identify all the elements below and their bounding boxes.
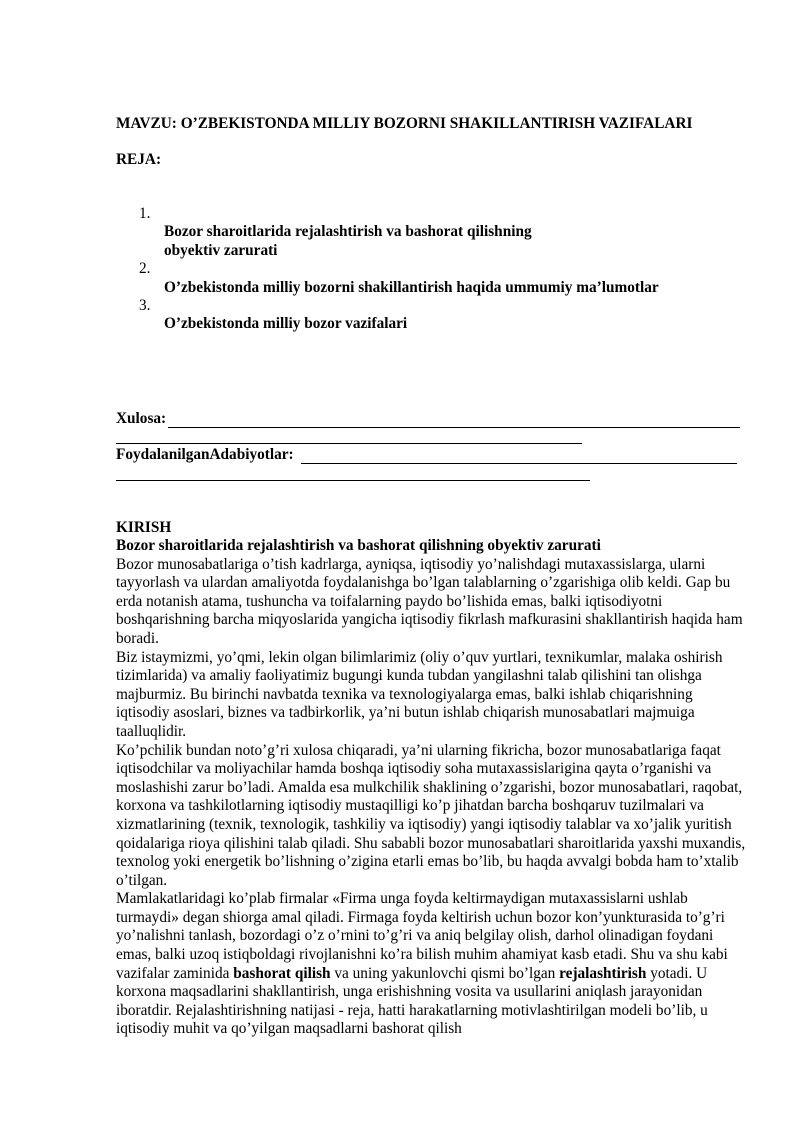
references-underline-2 — [116, 466, 590, 481]
paragraph-1: Bozor munosabatlariga o’tish kadrlarga, ayniqsa, iqtisodiy yo’nalishdagi mutaxassislarga, ularni tayyorlash va ulardan amaliyotda foydalanishga bo’lgan talablarning o’zgarishiga olib keldi. Gap bu erda notanish atama, tushuncha va toifalarning paydo bo’lishida emas, balki iqtisodiyotni boshqarishning barcha miqyoslarida yangicha iqtisodiy fikrlash mafkurasini shakllantirish haqida ham boradi. — [116, 555, 743, 647]
paragraph-4-part1: Mamlakatlaridagi ko’plab firmalar «Firma unga foyda keltirmaydigan mutaxassislarni ushlab turmaydi» degan shiorga amal qiladi. Firmaga foyda keltirish uchun bozor kon’yunkturasida to’g’ri yo’nalishni tanlash, bozordagi o’z o’rnini to’g’ri va aniq belgilay olish, darhol olinadigan foydani emas, balki uzoq istiqboldagi rivojlanishni ko’ra bilish muhim ahamiyat kasb etadi. Shu va shu kabi vazifalar zaminida — [116, 890, 728, 982]
plan-item-2: O’zbekistonda milliy bozorni shakillantirish haqida ummumiy ma’lumotlar — [164, 279, 659, 296]
paragraph-2: Biz istaymizmi, yo’qmi, lekin olgan bilimlarimiz (oliy o’quv yurtlari, texnikumlar, malaka oshirish tizimlarida) va amaliy faoliyatimiz bugungi kunda tubdan yangilashni talab qilishini tan olishga majburmiz. Bu birinchi navbatda texnika va texnologiyalarga emas, balki ishlab chiqarishning iqtisodiy asoslari, biznes va tadbirkorlik, ya’ni butun ishlab chiqarish munosabatlari majmuiga taalluqlidir. — [116, 648, 723, 740]
plan-item-1-line2: obyektiv zarurati — [164, 242, 278, 259]
conclusion-label: Xulosa: — [116, 410, 167, 427]
page-title: MAVZU: O’ZBEKISTONDA MILLIY BOZORNI SHAKILLANTIRISH VAZIFALARI — [116, 115, 693, 132]
body-text — [116, 537, 746, 1039]
references-underline-1 — [301, 447, 737, 464]
paragraph-4-part3: yotadi. U korxona maqsadlarini shakllantirish, unga erishishning vosita va usullarini aniqlash jarayonidan iboratdir. Rejalashtirishning natijasi - reja, hatti harakatlarning motivlashtirilgan modeli bo’lib, u iqtisodiy muhit va qo’yilgan maqsadlarni bashorat qilish — [116, 964, 708, 1038]
paragraph-4-bold-forecasting: bashorat qilish — [233, 964, 331, 982]
paragraph-4 — [116, 890, 746, 1039]
kirish-heading: KIRISH — [116, 519, 172, 536]
paragraph-4-bold-planning: rejalashtirish — [559, 964, 647, 982]
plan-item-1-line1: Bozor sharoitlarida rejalashtirish va bashorat qilishning — [164, 223, 532, 240]
paragraph-4-part2: va uning yakunlovchi qismi bo’lgan — [330, 964, 560, 982]
plan-item-3: O’zbekistonda milliy bozor vazifalari — [164, 315, 408, 332]
plan-number-1: 1. — [139, 205, 151, 222]
conclusion-underline-1 — [168, 411, 740, 428]
plan-number-2: 2. — [139, 260, 151, 277]
paragraph-3: Ko’pchilik bundan noto’g’ri xulosa chiqaradi, ya’ni ularning fikricha, bozor munosabatlariga faqat iqtisodchilar va moliyachilar hamda boshqa iqtisodiy soha mutaxassislarigina qayta o’rganishi va moslashishi zarur bo’ladi. Amalda esa mulkchilik shaklining o’zgarishi, bozor munosabatlari, raqobat, korxona va tashkilotlarning iqtisodiy mustaqilligi ko’p jihatdan barcha boshqaruv tuzilmalari va xizmatlarining (texnik, texnologik, tashkiliy va iqtisodiy) yangi iqtisodiy talablar va xo’jalik yuritish qoidalariga rioya qilishini talab qiladi. Shu sababli bozor munosabatlari sharoitlarida yaxshi muxandis, texnolog yoki energetik bo’lishning o’zigina etarli emas bo’lib, bu haqda avvalgi bobda ham to’xtalib o’tilgan. — [116, 741, 746, 889]
plan-number-3: 3. — [139, 297, 151, 314]
plan-label: REJA: — [116, 151, 162, 168]
conclusion-underline-2 — [116, 429, 582, 444]
section-heading: Bozor sharoitlarida rejalashtirish va bashorat qilishning obyektiv zarurati — [116, 537, 601, 554]
references-label: FoydalanilganAdabiyotlar: — [116, 446, 294, 463]
